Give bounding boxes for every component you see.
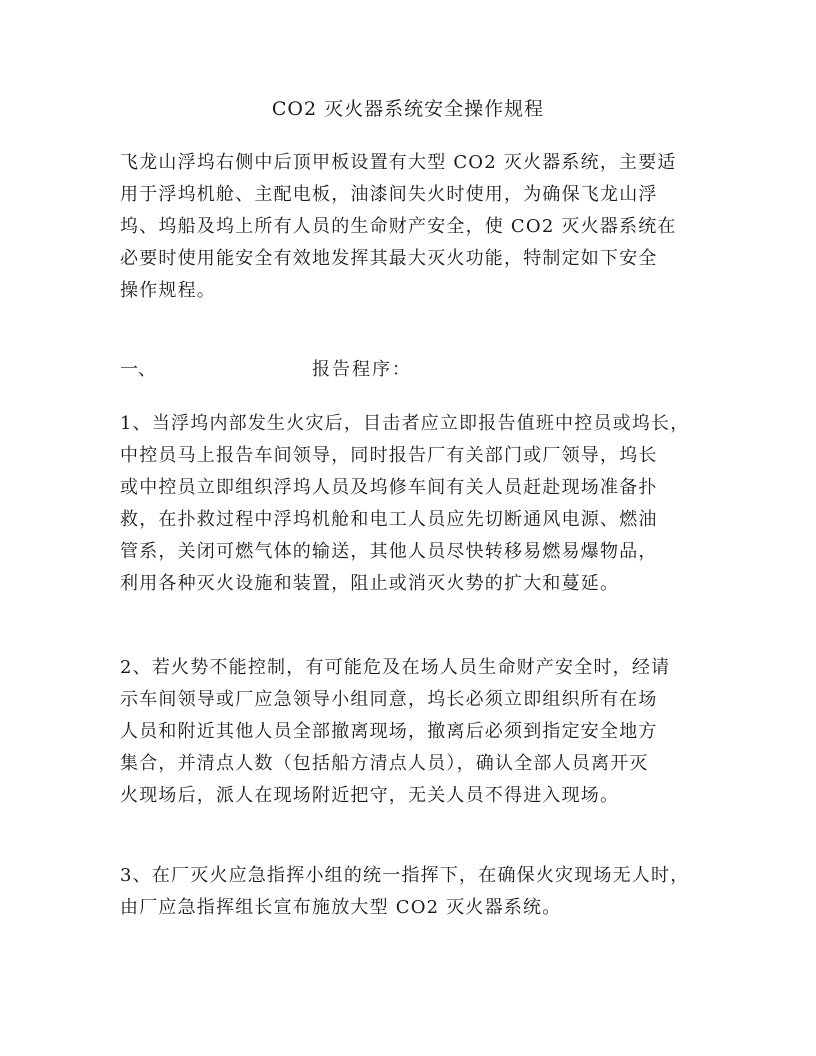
paragraph-line: 人员和附近其他人员全部撤离现场，撤离后必须到指定安全地方 — [120, 721, 658, 742]
paragraph-line: 示车间领导或厂应急领导小组同意，坞长必须立即组织所有在场 — [120, 689, 658, 710]
paragraph-line: 或中控员立即组织浮坞人员及坞修车间有关人员赶赴现场准备扑 — [120, 477, 658, 498]
paragraph-line: 用于浮坞机舱、主配电板，油漆间失火时使用，为确保飞龙山浮 — [120, 184, 658, 205]
paragraph-line: 管系，关闭可燃气体的输送，其他人员尽快转移易燃易爆物品， — [120, 541, 658, 562]
paragraph-line: 必要时使用能安全有效地发挥其最大灭火功能，特制定如下安全 — [120, 248, 658, 269]
paragraph-line: 操作规程。 — [120, 280, 216, 301]
paragraph-line: 中控员马上报告车间领导，同时报告厂有关部门或厂领导，坞长 — [120, 445, 658, 466]
paragraph-line: 2、若火势不能控制，有可能危及在场人员生命财产安全时，经请 — [120, 657, 671, 678]
item-paragraph-2 — [120, 652, 710, 812]
paragraph-line: 集合，并清点人数（包括船方清点人员），确认全部人员离开灭 — [120, 753, 649, 774]
paragraph-line: 飞龙山浮坞右侧中后顶甲板设置有大型 CO2 灭火器系统，主要适 — [120, 152, 677, 173]
section-number: 一、 — [120, 359, 156, 380]
paragraph-line: 利用各种灭火设施和装置，阻止或消灭火势的扩大和蔓延。 — [120, 573, 620, 594]
paragraph-line: 3、在厂灭火应急指挥小组的统一指挥下，在确保火灾现场无人时， — [120, 865, 690, 886]
paragraph-line: 救，在扑救过程中浮坞机舱和电工人员应先切断通风电源、燃油 — [120, 509, 658, 530]
paragraph-line: 火现场后，派人在现场附近把守，无关人员不得进入现场。 — [120, 785, 620, 806]
document-title: CO2 灭火器系统安全操作规程 — [271, 98, 545, 120]
item-paragraph-1 — [120, 408, 710, 600]
item-paragraph-3 — [120, 860, 710, 924]
intro-paragraph — [120, 147, 710, 307]
section-label: 报告程序： — [312, 359, 412, 380]
paragraph-line: 由厂应急指挥组长宣布施放大型 CO2 灭火器系统。 — [120, 897, 562, 918]
paragraph-line: 1、当浮坞内部发生火灾后，目击者应立即报告值班中控员或坞长， — [120, 413, 690, 434]
paragraph-line: 坞、坞船及坞上所有人员的生命财产安全，使 CO2 灭火器系统在 — [120, 216, 677, 237]
